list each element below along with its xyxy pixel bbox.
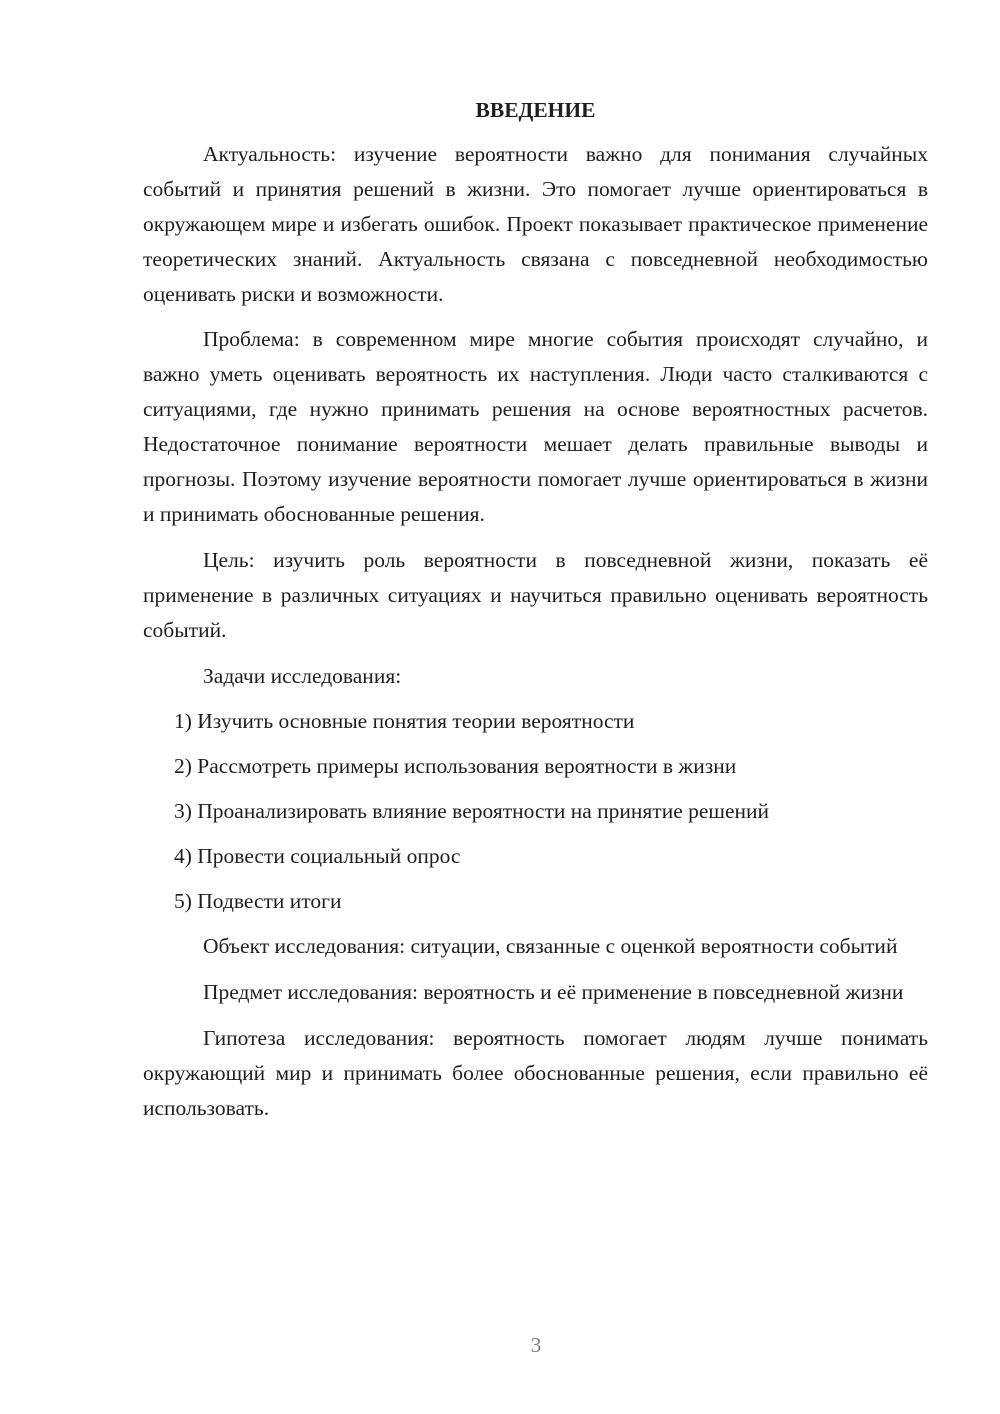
page-number: 3 xyxy=(530,1333,542,1357)
goal-paragraph: Цель: изучить роль вероятности в повседневной жизни, показать её применение в различных ситуациях и научиться правильно оценивать вероятность событий. xyxy=(143,548,928,642)
problem-paragraph: Проблема: в современном мире многие события происходят случайно, и важно уметь оценивать вероятность их наступления. Люди часто сталкиваются с ситуациями, где нужно принимать решения на основе вероятностных расчетов. Недостаточное понимание вероятности мешает делать правильные выводы и прогнозы. Поэтому изучение вероятности помогает лучше ориентироваться в жизни и принимать обоснованные решения. xyxy=(143,327,928,526)
subject-paragraph: Предмет исследования: вероятность и её применение в повседневной жизни xyxy=(203,980,904,1004)
document-page xyxy=(143,95,928,1137)
object-paragraph: Объект исследования: ситуации, связанные с оценкой вероятности событий xyxy=(203,934,898,958)
tasks-heading: Задачи исследования: xyxy=(203,664,402,688)
relevance-paragraph: Актуальность: изучение вероятности важно для понимания случайных событий и принятия решений в жизни. Это помогает лучше ориентироваться в окружающем мире и избегать ошибок. Проект показывает практическое применение теоретических знаний. Актуальность связана с повседневной необходимостью оценивать риски и возможности. xyxy=(143,142,928,306)
task-item: 3) Проанализировать влияние вероятности на принятие решений xyxy=(174,799,770,823)
page-title: ВВЕДЕНИЕ xyxy=(475,98,596,122)
tasks-list xyxy=(143,704,928,919)
task-item: 4) Провести социальный опрос xyxy=(174,844,461,868)
task-item: 2) Рассмотреть примеры использования вероятности в жизни xyxy=(174,754,737,778)
task-item: 1) Изучить основные понятия теории вероятности xyxy=(174,709,635,733)
task-item: 5) Подвести итоги xyxy=(174,889,342,913)
hypothesis-paragraph: Гипотеза исследования: вероятность помогает людям лучше понимать окружающий мир и принимать более обоснованные решения, если правильно её использовать. xyxy=(143,1026,928,1120)
